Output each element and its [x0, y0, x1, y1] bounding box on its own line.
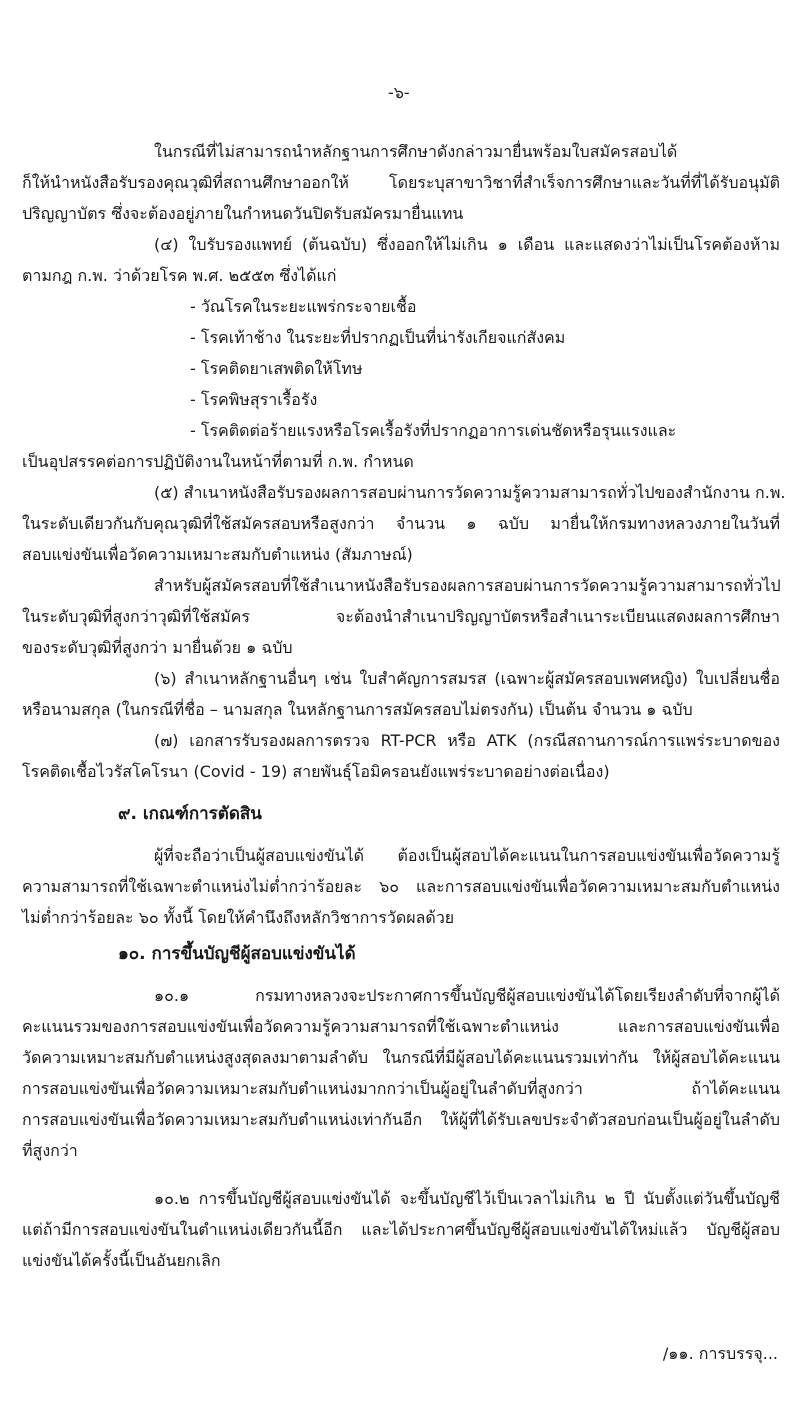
- section-10-1-line: ที่สูงกว่า: [22, 1141, 78, 1160]
- item-6-line: (๖) สำเนาหลักฐานอื่นๆ เช่น ใบสำคัญการสมรส (เฉพาะผู้สมัครสอบเพศหญิง) ใบเปลี่ยนชื่อ: [154, 669, 780, 688]
- item-5-line: ในระดับเดียวกันกับคุณวุฒิที่ใช้สมัครสอบหรือสูงกว่า จำนวน ๑ ฉบับ มายื่นให้กรมทางหลวงภายในวันที่: [22, 514, 780, 533]
- disease-item: - โรคเท้าช้าง ในระยะที่ปรากฏเป็นที่น่ารังเกียจแก่สังคม: [190, 328, 566, 347]
- section-9-line: ความสามารถที่ใช้เฉพาะตำแหน่งไม่ต่ำกว่าร้อยละ ๖๐ และการสอบแข่งขันเพื่อวัดความเหมาะสมกับตำแหน่ง: [22, 877, 780, 896]
- section-10-2-line: ๑๐.๒ การขึ้นบัญชีผู้สอบแข่งขันได้ จะขึ้นบัญชีไว้เป็นเวลาไม่เกิน ๒ ปี นับตั้งแต่วันขึ้นบัญชี: [154, 1189, 780, 1208]
- section-9-line: ไม่ต่ำกว่าร้อยละ ๖๐ ทั้งนี้ โดยให้คำนึงถึงหลักวิชาการวัดผลด้วย: [22, 908, 455, 927]
- disease-item: - โรคติดต่อร้ายแรงหรือโรคเรื้อรังที่ปรากฏอาการเด่นชัดหรือรุนแรงและ: [190, 421, 677, 440]
- item-5-line: (๕) สำเนาหนังสือรับรองผลการสอบผ่านการวัดความรู้ความสามารถทั่วไปของสำนักงาน ก.พ.: [154, 483, 786, 502]
- disease-item: - วัณโรคในระยะแพร่กระจายเชื้อ: [190, 297, 417, 316]
- section-10-1-line: คะแนนรวมของการสอบแข่งขันเพื่อวัดความรู้ความสามารถที่ใช้เฉพาะตำแหน่ง และการสอบแข่งขันเพื่อ: [22, 1017, 780, 1036]
- disease-item: - โรคพิษสุราเรื้อรัง: [190, 390, 318, 409]
- item-4-line: (๔) ใบรับรองแพทย์ (ต้นฉบับ) ซึ่งออกให้ไม่เกิน ๑ เดือน และแสดงว่าไม่เป็นโรคต้องห้าม: [154, 235, 780, 254]
- section-9-line: ผู้ที่จะถือว่าเป็นผู้สอบแข่งขันได้ ต้องเป็นผู้สอบได้คะแนนในการสอบแข่งขันเพื่อวัดความรู้: [154, 846, 780, 865]
- next-page-continuation: /๑๑. การบรรจุ...: [662, 1344, 778, 1363]
- paragraph-line: ก็ให้นำหนังสือรับรองคุณวุฒิที่สถานศึกษาออกให้ โดยระบุสาขาวิชาที่สำเร็จการศึกษาและวันที่ที่ได้รับอนุมัติ: [22, 173, 780, 192]
- section-9-heading: ๙. เกณฑ์การตัดสิน: [118, 804, 262, 824]
- item-7-line: (๗) เอกสารรับรองผลการตรวจ RT-PCR หรือ ATK (กรณีสถานการณ์การแพร่ระบาดของ: [154, 731, 780, 750]
- section-10-heading: ๑๐. การขึ้นบัญชีผู้สอบแข่งขันได้: [118, 944, 356, 964]
- disease-item: - โรคติดยาเสพติดให้โทษ: [190, 359, 363, 378]
- item-4-line: ตามกฎ ก.พ. ว่าด้วยโรค พ.ศ. ๒๕๕๓ ซึ่งได้แก่: [22, 266, 337, 285]
- section-10-1-line: วัดความเหมาะสมกับตำแหน่งสูงสุดลงมาตามลำดับ ในกรณีที่มีผู้สอบได้คะแนนรวมเท่ากัน ให้ผู้สอบได้คะแนน: [22, 1048, 780, 1067]
- section-10-2-line: แข่งขันได้ครั้งนี้เป็นอันยกเลิก: [22, 1251, 221, 1270]
- item-5-note-line: สำหรับผู้สมัครสอบที่ใช้สำเนาหนังสือรับรองผลการสอบผ่านการวัดความรู้ความสามารถทั่วไป: [154, 576, 781, 595]
- section-10-1-line: การสอบแข่งขันเพื่อวัดความเหมาะสมกับตำแหน่งมากกว่าเป็นผู้อยู่ในลำดับที่สูงกว่า ถ้าได้คะแนน: [22, 1079, 780, 1098]
- disease-continuation: เป็นอุปสรรคต่อการปฏิบัติงานในหน้าที่ตามที่ ก.พ. กำหนด: [22, 452, 414, 471]
- paragraph-line: ในกรณีที่ไม่สามารถนำหลักฐานการศึกษาดังกล่าวมายื่นพร้อมใบสมัครสอบได้: [154, 142, 678, 161]
- item-7-line: โรคติดเชื้อไวรัสโคโรนา (Covid - 19) สายพันธุ์โอมิครอนยังแพร่ระบาดอย่างต่อเนื่อง): [22, 762, 610, 781]
- item-5-note-line: ของระดับวุฒิที่สูงกว่า มายื่นด้วย ๑ ฉบับ: [22, 638, 293, 657]
- item-5-line: สอบแข่งขันเพื่อวัดความเหมาะสมกับตำแหน่ง (สัมภาษณ์): [22, 545, 413, 564]
- item-6-line: หรือนามสกุล (ในกรณีที่ชื่อ – นามสกุล ในหลักฐานการสมัครสอบไม่ตรงกัน) เป็นต้น จำนวน ๑ ฉบับ: [22, 700, 693, 719]
- section-10-1-line: ๑๐.๑ กรมทางหลวงจะประกาศการขึ้นบัญชีผู้สอบแข่งขันได้โดยเรียงลำดับที่จากผู้ได้: [154, 986, 780, 1005]
- section-10-1-line: การสอบแข่งขันเพื่อวัดความเหมาะสมกับตำแหน่งเท่ากันอีก ให้ผู้ที่ได้รับเลขประจำตัวสอบก่อนเป็นผู้อยู่ในลำดับ: [22, 1110, 780, 1129]
- page-number: -๖-: [388, 83, 410, 102]
- paragraph-line: ปริญญาบัตร ซึ่งจะต้องอยู่ภายในกำหนดวันปิดรับสมัครมายื่นแทน: [22, 204, 464, 223]
- item-5-note-line: ในระดับวุฒิที่สูงกว่าวุฒิที่ใช้สมัคร จะต้องนำสำเนาปริญญาบัตรหรือสำเนาระเบียนแสดงผลการศึกษา: [22, 607, 780, 626]
- section-10-2-line: แต่ถ้ามีการสอบแข่งขันในตำแหน่งเดียวกันนี้อีก และได้ประกาศขึ้นบัญชีผู้สอบแข่งขันได้ใหม่แล้ว บัญชีผู้สอบ: [22, 1220, 780, 1239]
